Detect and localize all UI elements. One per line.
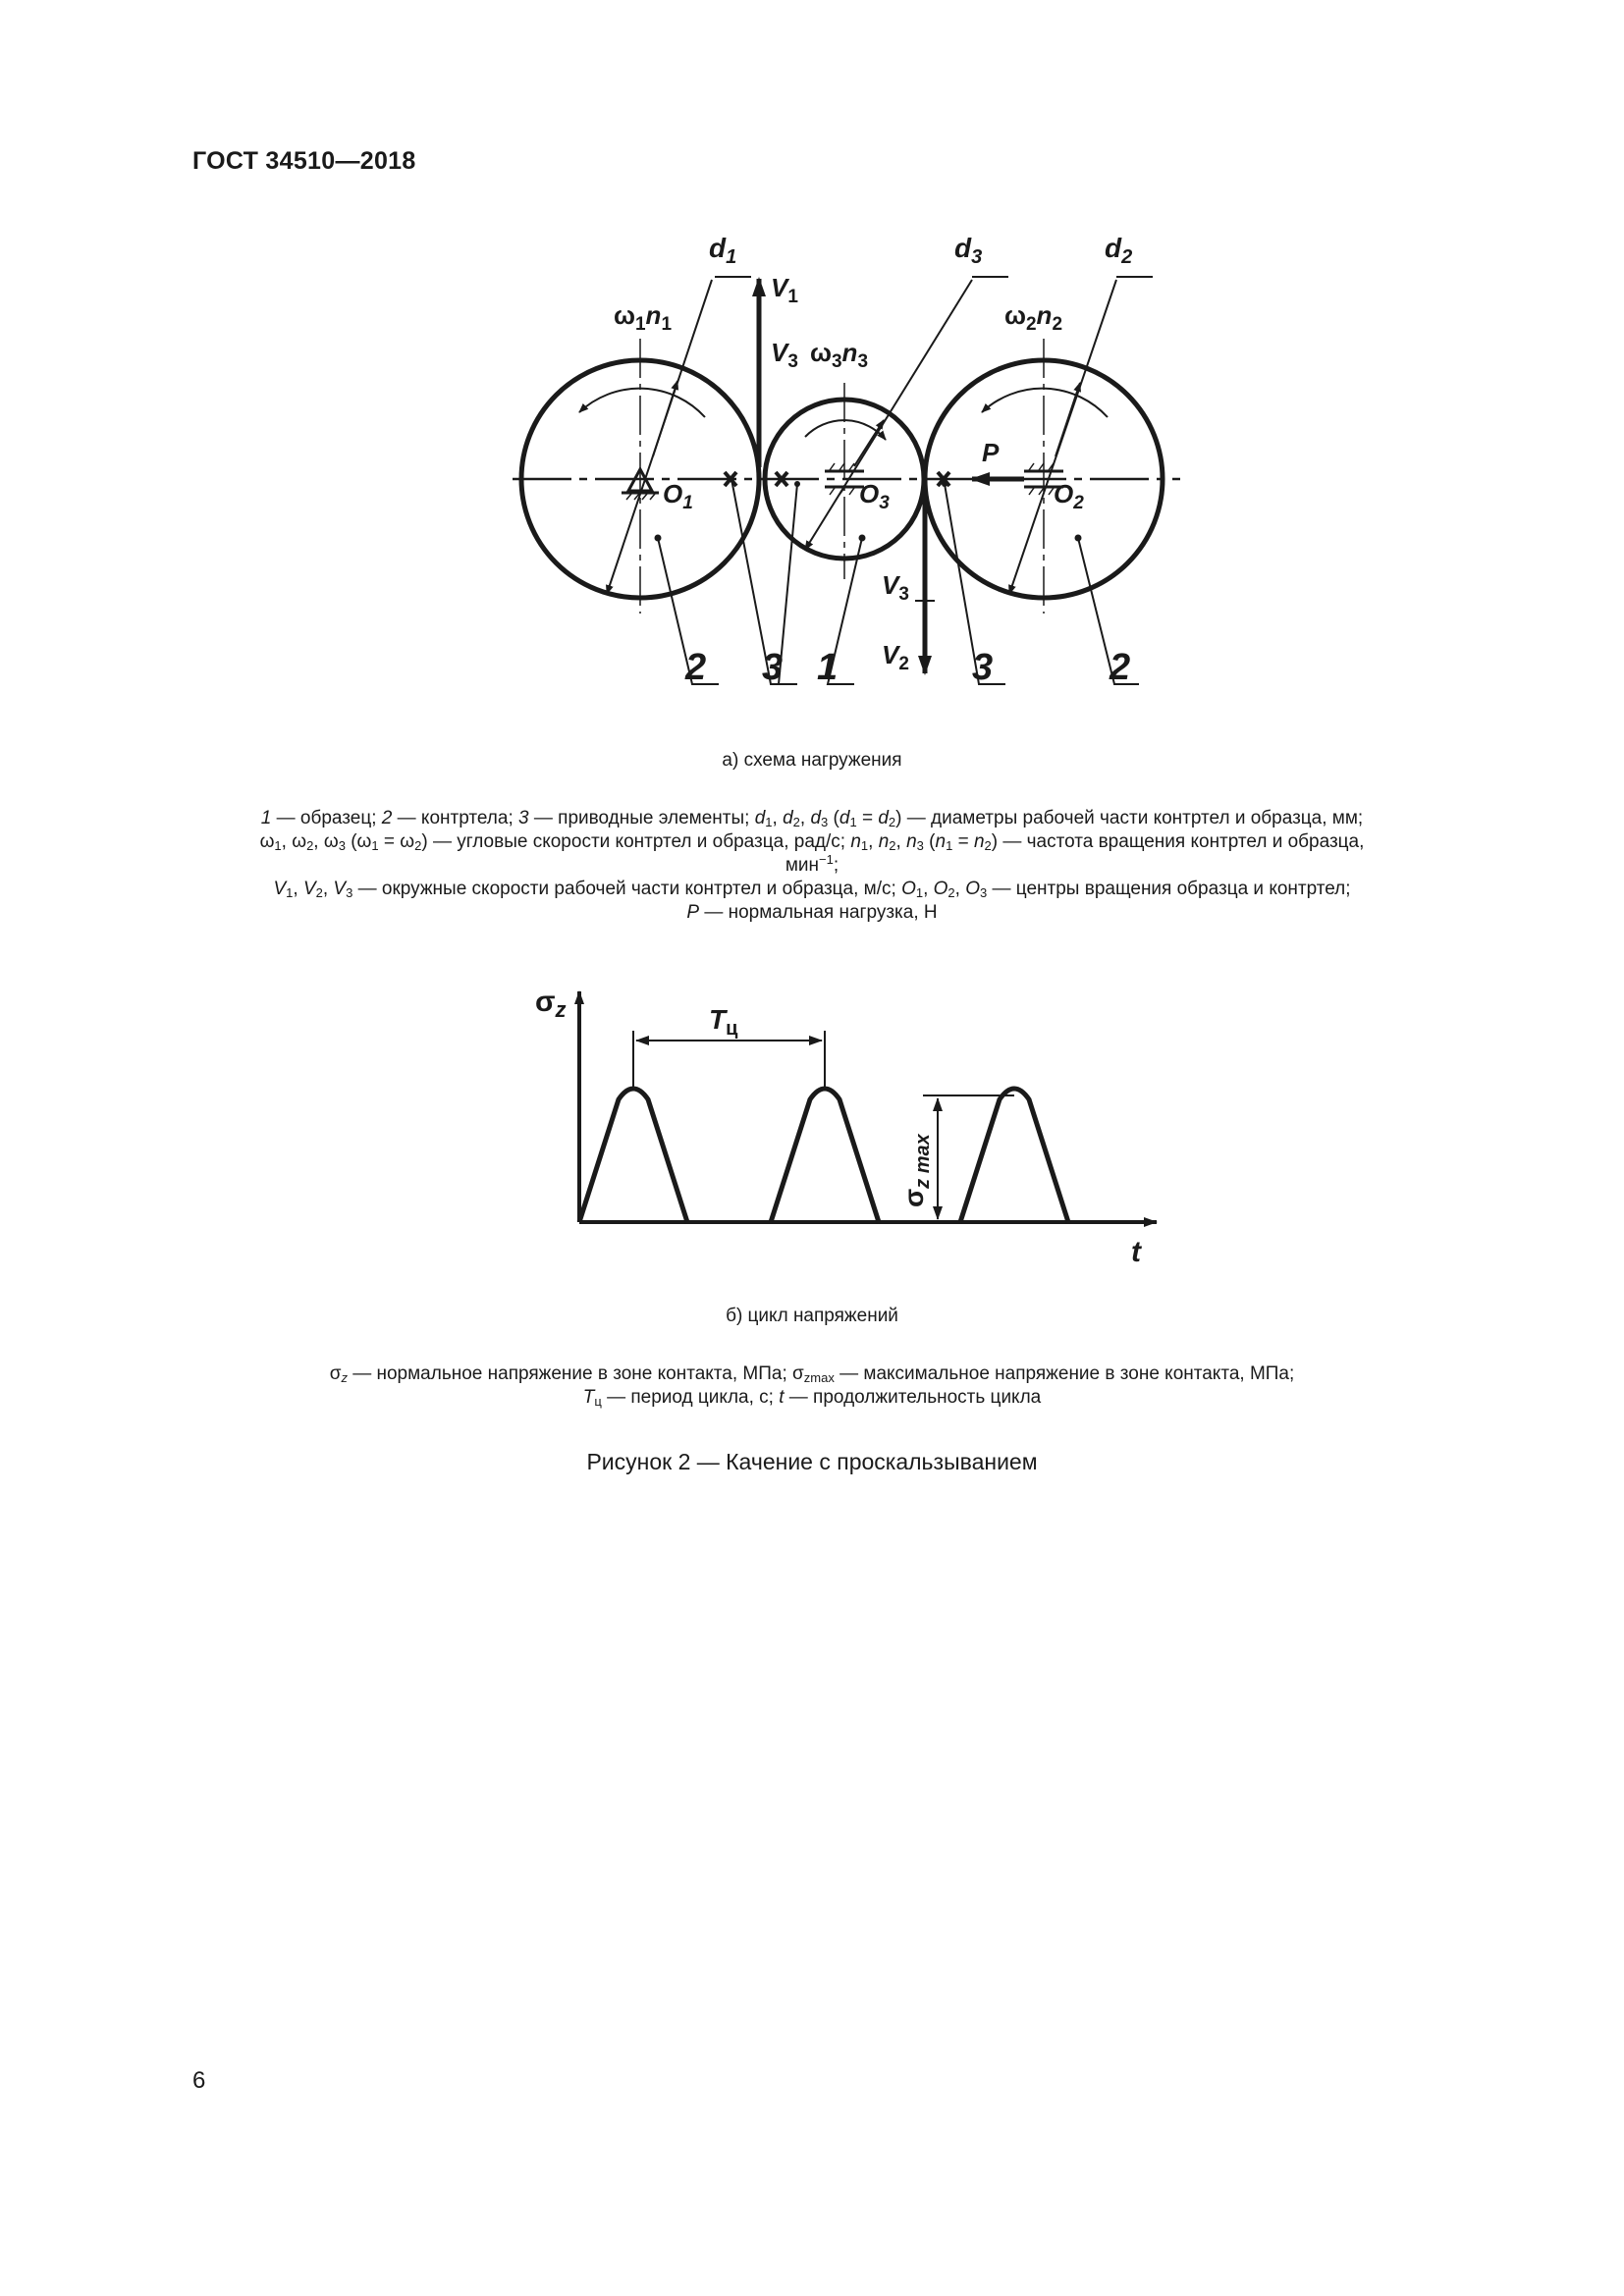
figure-a-caption: а) схема нагружения bbox=[722, 750, 902, 771]
label-v3-bottom: $V_3$ bbox=[882, 570, 909, 605]
stress-pulse-2 bbox=[771, 1089, 879, 1222]
label-o3: $O_3$ bbox=[859, 479, 890, 513]
stress-cycle-diagram bbox=[0, 962, 1624, 1296]
svg-text:3: 3 bbox=[972, 647, 994, 688]
stress-pulse-3 bbox=[960, 1089, 1068, 1222]
label-omega3-n3: $\omega_3n_3$ bbox=[810, 338, 869, 372]
label-sigma-zmax: $\sigma_{z max}$ bbox=[898, 1134, 934, 1207]
loading-scheme-diagram bbox=[0, 0, 1624, 746]
document-header: ГОСТ 34510—2018 bbox=[192, 147, 416, 175]
label-d3: $d_3$ bbox=[954, 233, 983, 268]
label-d1: $d_1$ bbox=[709, 233, 737, 268]
label-t: t bbox=[1131, 1236, 1141, 1268]
figure-title: Рисунок 2 — Качение с проскальзыванием bbox=[586, 1449, 1038, 1474]
label-o1: $O_1$ bbox=[663, 479, 693, 513]
svg-text:2: 2 bbox=[1110, 647, 1131, 688]
rotation-arrow-right bbox=[982, 389, 1108, 417]
label-o2: $O_2$ bbox=[1054, 479, 1084, 513]
figure-b-legend: $\sigma_z$ — нормальное напряжение в зоне контакта, МПа; $\sigma_{zmax}$ — максимальное напряжение в зоне контакта, МПа; $T_ц$ — период цикла, с; t — продолжительность цикла bbox=[329, 1363, 1295, 1409]
label-d2: $d_2$ bbox=[1105, 233, 1133, 268]
svg-text:3: 3 bbox=[762, 647, 784, 688]
figure-a-legend: 1 — образец; 2 — контртела; 3 — приводные элементы; $d_1$, $d_2$, $d_3$ $(d_1 = d_2)$ — диаметры рабочей части контртел и образца, мм; $\omega_1$, $\omega_2$, $\omega_3$ $(\omega_1 = \omega_2)$ — угловые скорости контртел и образца, рад/с; $n_1$, $n_2$, $n_3$ $(n_1 = n_2)$ — частота вращения контртел и образца, мин$^{-1}$; $V_1$, $V_2$, $V_3$ — окружные скорости рабочей части контртел и образца, м/с; $O_1$, $O_2$, $O_3$ — центры вращения образца и контртел; P — нормальная нагрузка, Н bbox=[259, 808, 1365, 923]
svg-text:1: 1 bbox=[817, 647, 839, 688]
label-v1: $V_1$ bbox=[771, 273, 798, 307]
svg-text:2: 2 bbox=[685, 647, 707, 688]
figure-b-caption: б) цикл напряжений bbox=[726, 1306, 898, 1326]
label-v3-top: $V_3$ bbox=[771, 338, 798, 372]
label-sigma-z: $\sigma_z$ bbox=[535, 986, 567, 1022]
label-v2: $V_2$ bbox=[882, 640, 909, 674]
rotation-arrow-left bbox=[579, 389, 705, 417]
stress-pulse-1 bbox=[579, 1089, 687, 1222]
page-number: 6 bbox=[192, 2067, 206, 2094]
label-period: $T_ц$ bbox=[709, 1004, 738, 1040]
label-omega1-n1: $\omega_1n_1$ bbox=[614, 300, 673, 335]
label-omega2-n2: $\omega_2n_2$ bbox=[1004, 300, 1063, 335]
label-p: P bbox=[982, 438, 1000, 467]
